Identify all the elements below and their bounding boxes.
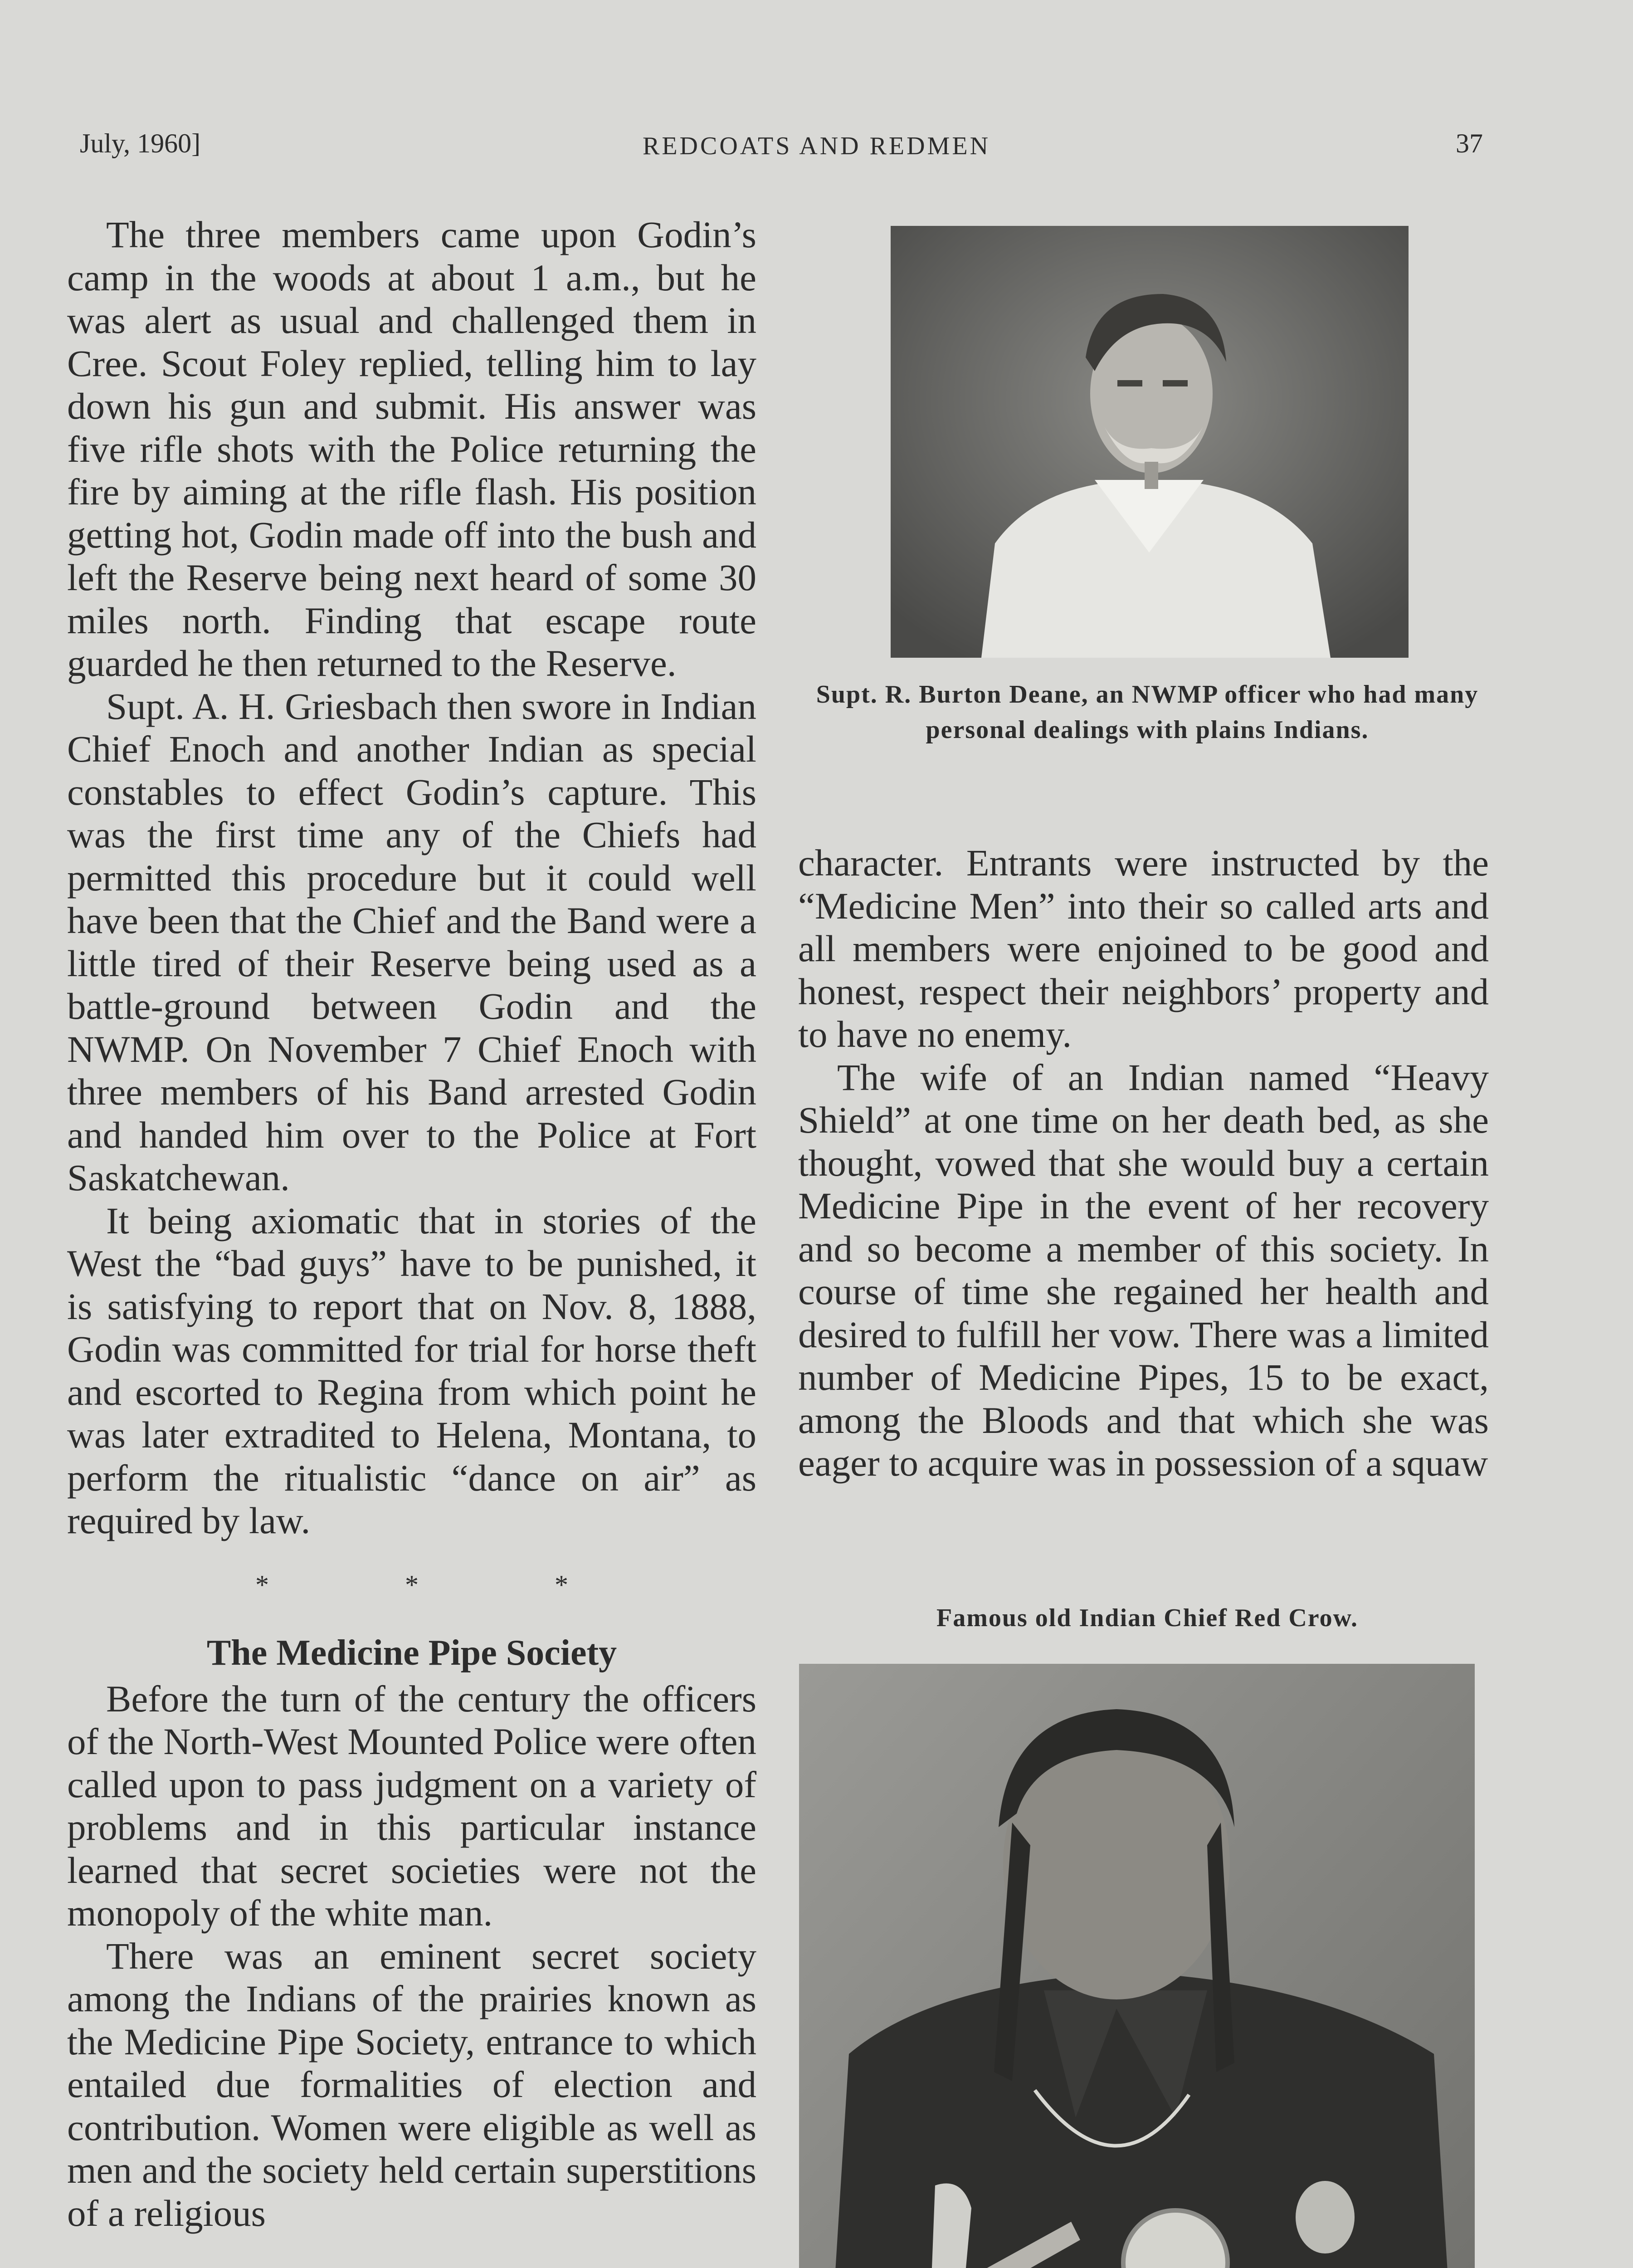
section-separator — [67, 1562, 756, 1630]
right-column — [798, 841, 1489, 1485]
separator-asterisk: * — [405, 1569, 419, 1600]
photo-caption-officer: Supt. R. Burton Deane, an NWMP officer who had many personal dealings with plains Indians. — [816, 680, 1479, 744]
body-paragraph: character. Entrants were instructed by the “Medicine Men” into their so called arts and all members were enjoined to be good and honest, respect their neighbors’ property and to have no enemy. — [798, 842, 1489, 1055]
body-paragraph: Before the turn of the century the officers of the North-West Mounted Police were often called upon to pass judgment on a variety of problems and in this particular instance learned that secret societies were not the monopoly of the white man. — [67, 1677, 756, 1934]
separator-asterisk: * — [555, 1569, 568, 1600]
body-paragraph: The wife of an Indian named “Heavy Shield” at one time on her death bed, as she thought, vowed that she would buy a certain Medicine Pipe in the event of her recovery and so become a member of this society. In course of time she regained her health and desired to fulfill her vow. There was a limited number of Medicine Pipes, 15 to be exact, among the Bloods and that which she was eager to acquire was in possession of a squaw — [798, 1056, 1489, 1484]
running-title: REDCOATS AND REDMEN — [642, 132, 991, 160]
photo-caption-chief: Famous old Indian Chief Red Crow. — [936, 1604, 1358, 1632]
officer-portrait-photo — [891, 226, 1409, 658]
body-paragraph: Supt. A. H. Griesbach then swore in Indian Chief Enoch and another Indian as special constables to effect Godin’s capture. This was the first time any of the Chiefs had permitted this procedure but it could well have been that the Chief and the Band were a little tired of their Reserve being used as a battle-ground between Godin and the NWMP. On November 7 Chief Enoch with three members of his Band arrested Godin and handed him over to the Police at Fort Saskatchewan. — [67, 685, 756, 1198]
body-paragraph: The three members came upon Godin’s camp in the woods at about 1 a.m., but he was alert as usual and challenged them in Cree. Scout Foley replied, telling him to lay down his gun and submit. His answer was five rifle shots with the Police returning the fire by aiming at the rifle flash. His position getting hot, Godin made off into the bush and left the Reserve being next heard of some 30 miles north. Finding that escape route guarded he then returned to the Reserve. — [67, 214, 756, 684]
left-column — [67, 213, 756, 2234]
running-header — [0, 128, 1633, 164]
chief-portrait-photo — [799, 1664, 1475, 2268]
page-number: 37 — [1456, 128, 1483, 158]
issue-date: July, 1960] — [80, 128, 201, 158]
section-heading: The Medicine Pipe Society — [206, 1633, 617, 1673]
body-paragraph: There was an eminent secret society among the Indians of the prairies known as the Medicine Pipe Society, entrance to which entailed due formalities of election and contribution. Women were eligible as well as men and the society held certain superstitions of a religious — [67, 1935, 756, 2234]
body-paragraph: It being axiomatic that in stories of the West the “bad guys” have to be punished, it is satisfying to report that on Nov. 8, 1888, Godin was committed for trial for horse theft and escorted to Regina from which point he was later extradited to Helena, Montana, to perform the ritualistic “dance on air” as required by law. — [67, 1199, 756, 1541]
separator-asterisk: * — [255, 1569, 269, 1600]
